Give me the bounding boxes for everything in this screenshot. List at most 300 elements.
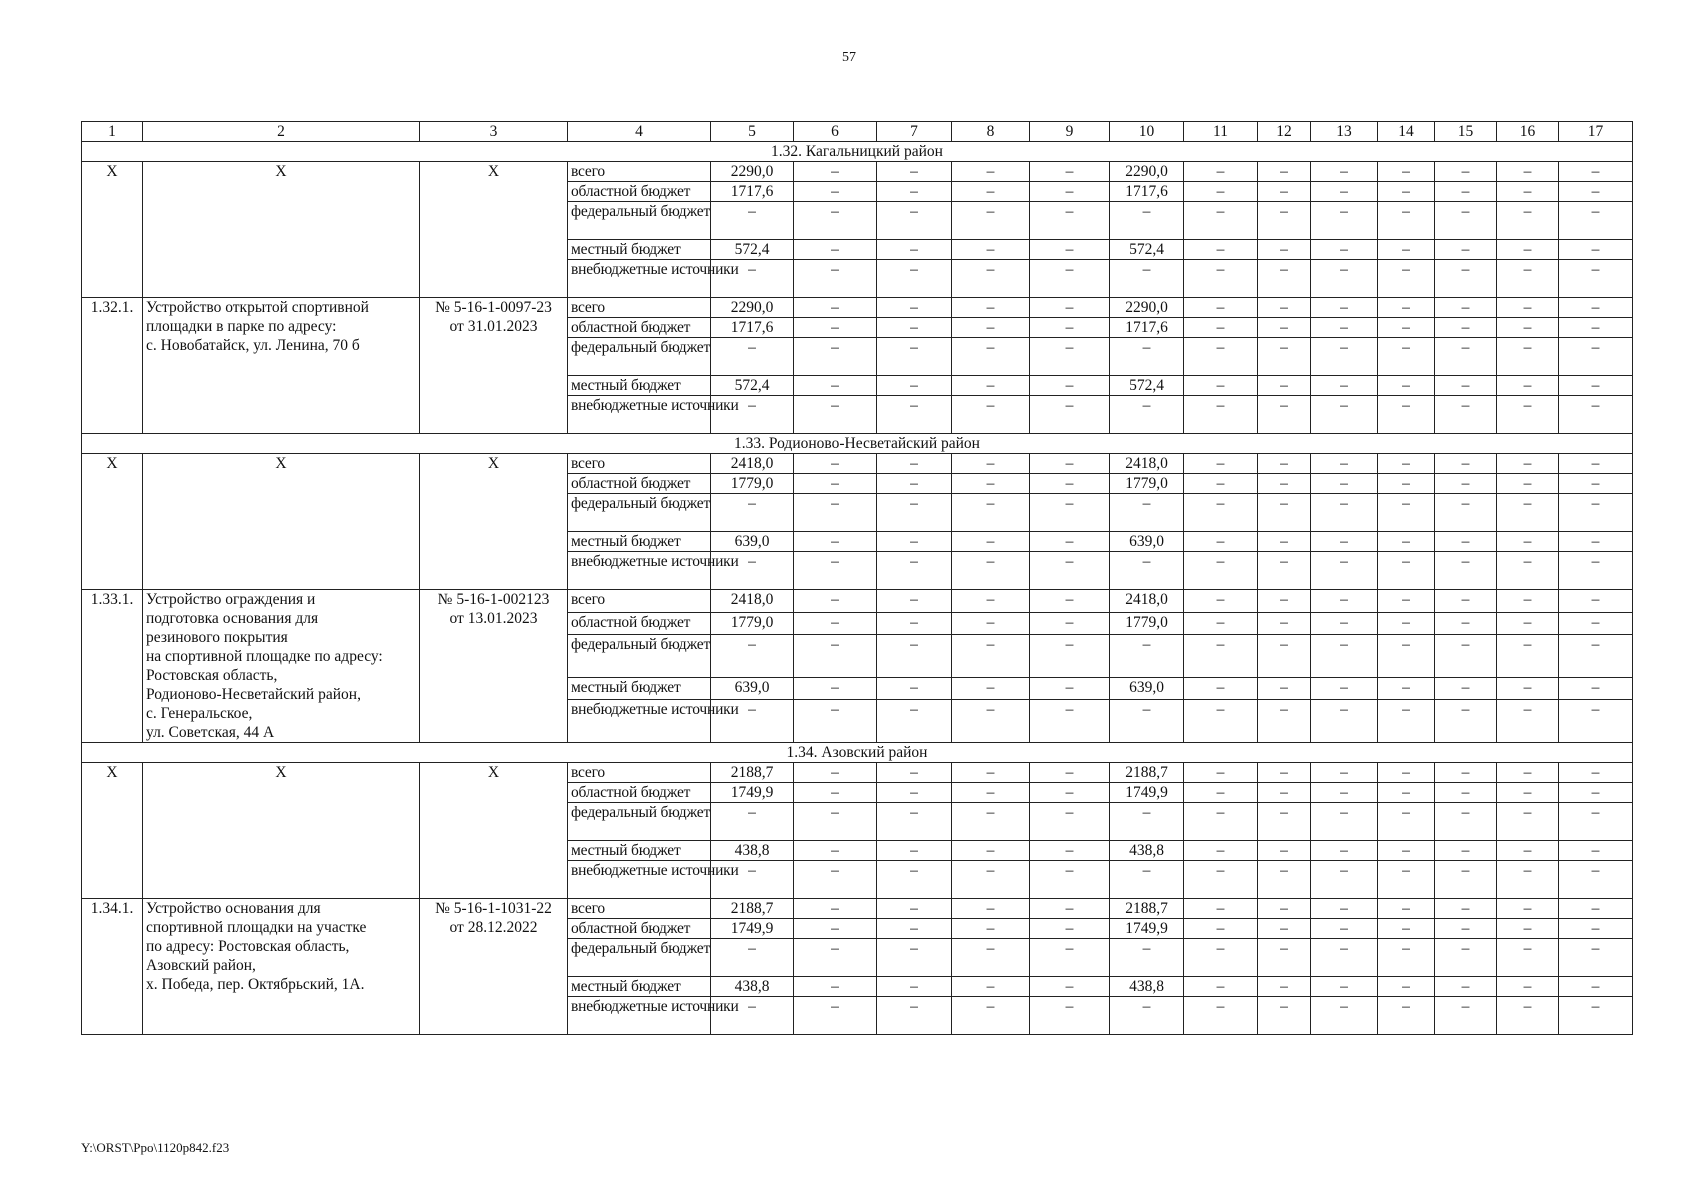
funding-category: областной бюджет (568, 612, 711, 635)
funding-category: внебюджетные источники (568, 396, 711, 434)
dash-cell: – (1184, 763, 1258, 783)
dash-cell: – (877, 182, 952, 202)
dash-cell: – (1559, 939, 1633, 977)
dash-cell: – (1559, 803, 1633, 841)
dash-cell: – (1435, 454, 1497, 474)
section-title-row (82, 142, 1633, 162)
value-col5: 2290,0 (711, 298, 794, 318)
dash-cell: – (1184, 474, 1258, 494)
dash-cell: – (1497, 532, 1559, 552)
dash-cell: – (1435, 977, 1497, 997)
dash-cell: – (1311, 841, 1378, 861)
dash-cell: – (1030, 376, 1110, 396)
dash-cell: – (1184, 677, 1258, 700)
value-col5: 1749,9 (711, 919, 794, 939)
dash-cell: – (1378, 474, 1435, 494)
value-col5: – (711, 635, 794, 678)
funding-category: всего (568, 162, 711, 182)
dash-cell: – (877, 552, 952, 590)
dash-cell: – (1497, 162, 1559, 182)
dash-cell: – (1435, 240, 1497, 260)
dash-cell: – (1497, 454, 1559, 474)
dash-cell: – (794, 494, 877, 532)
dash-cell: – (794, 552, 877, 590)
dash-cell: – (1311, 783, 1378, 803)
dash-cell: – (1559, 700, 1633, 743)
dash-cell: – (1030, 552, 1110, 590)
value-col10: – (1110, 552, 1184, 590)
funding-category: федеральный бюджет (568, 803, 711, 841)
value-col5: – (711, 260, 794, 298)
dash-cell: – (1311, 376, 1378, 396)
dash-cell: – (1030, 803, 1110, 841)
dash-cell: – (1184, 318, 1258, 338)
dash-cell: – (1184, 532, 1258, 552)
dash-cell: – (1559, 376, 1633, 396)
column-header: 3 (420, 122, 568, 142)
dash-cell: – (794, 162, 877, 182)
dash-cell: – (1378, 590, 1435, 613)
value-col10: – (1110, 997, 1184, 1035)
value-col5: 1717,6 (711, 318, 794, 338)
dash-cell: – (1311, 763, 1378, 783)
dash-cell: – (1497, 841, 1559, 861)
column-header: 17 (1559, 122, 1633, 142)
dash-cell: – (1378, 162, 1435, 182)
funding-category: внебюджетные источники (568, 700, 711, 743)
dash-cell: – (794, 590, 877, 613)
dash-cell: – (1311, 803, 1378, 841)
column-header: 4 (568, 122, 711, 142)
dash-cell: – (1497, 318, 1559, 338)
dash-cell: – (952, 532, 1030, 552)
dash-cell: – (1497, 396, 1559, 434)
dash-cell: – (877, 861, 952, 899)
dash-cell: – (877, 260, 952, 298)
dash-cell: – (1184, 590, 1258, 613)
dash-cell: – (1258, 298, 1311, 318)
dash-cell: – (1184, 939, 1258, 977)
item-description: X (143, 454, 420, 590)
dash-cell: – (1497, 899, 1559, 919)
dash-cell: – (1184, 298, 1258, 318)
dash-cell: – (1311, 240, 1378, 260)
funding-category: федеральный бюджет (568, 494, 711, 532)
dash-cell: – (1311, 494, 1378, 532)
dash-cell: – (1559, 396, 1633, 434)
dash-cell: – (1030, 861, 1110, 899)
header-row (82, 122, 1633, 142)
value-col10: – (1110, 260, 1184, 298)
column-header: 16 (1497, 122, 1559, 142)
page-number: 57 (842, 50, 856, 65)
dash-cell: – (1559, 635, 1633, 678)
dash-cell: – (1030, 202, 1110, 240)
dash-cell: – (1559, 474, 1633, 494)
dash-cell: – (794, 474, 877, 494)
dash-cell: – (1184, 899, 1258, 919)
dash-cell: – (1378, 803, 1435, 841)
column-header: 7 (877, 122, 952, 142)
dash-cell: – (794, 677, 877, 700)
dash-cell: – (1258, 202, 1311, 240)
dash-cell: – (1311, 635, 1378, 678)
dash-cell: – (1435, 700, 1497, 743)
dash-cell: – (1311, 162, 1378, 182)
value-col10: 438,8 (1110, 841, 1184, 861)
dash-cell: – (1258, 396, 1311, 434)
dash-cell: – (1435, 182, 1497, 202)
dash-cell: – (952, 162, 1030, 182)
funding-category: всего (568, 899, 711, 919)
dash-cell: – (794, 532, 877, 552)
dash-cell: – (1258, 454, 1311, 474)
dash-cell: – (1258, 376, 1311, 396)
dash-cell: – (794, 635, 877, 678)
dash-cell: – (1497, 240, 1559, 260)
dash-cell: – (794, 376, 877, 396)
item-number: X (82, 162, 143, 298)
dash-cell: – (1435, 783, 1497, 803)
dash-cell: – (952, 700, 1030, 743)
section-title-row (82, 743, 1633, 763)
dash-cell: – (794, 396, 877, 434)
dash-cell: – (1030, 298, 1110, 318)
dash-cell: – (1559, 162, 1633, 182)
value-col5: 1717,6 (711, 182, 794, 202)
value-col10: 1717,6 (1110, 182, 1184, 202)
funding-category: местный бюджет (568, 841, 711, 861)
dash-cell: – (1497, 338, 1559, 376)
dash-cell: – (794, 454, 877, 474)
dash-cell: – (952, 612, 1030, 635)
dash-cell: – (952, 861, 1030, 899)
dash-cell: – (1559, 997, 1633, 1035)
dash-cell: – (1184, 841, 1258, 861)
dash-cell: – (1435, 162, 1497, 182)
dash-cell: – (952, 677, 1030, 700)
dash-cell: – (1378, 861, 1435, 899)
dash-cell: – (1378, 763, 1435, 783)
dash-cell: – (1435, 635, 1497, 678)
dash-cell: – (1559, 783, 1633, 803)
section-title: 1.34. Азовский район (82, 743, 1633, 763)
dash-cell: – (1559, 454, 1633, 474)
dash-cell: – (1497, 260, 1559, 298)
dash-cell: – (877, 532, 952, 552)
item-number: X (82, 763, 143, 899)
dash-cell: – (1497, 494, 1559, 532)
dash-cell: – (1378, 783, 1435, 803)
value-col10: 438,8 (1110, 977, 1184, 997)
dash-cell: – (952, 997, 1030, 1035)
dash-cell: – (1184, 240, 1258, 260)
funding-category: всего (568, 763, 711, 783)
dash-cell: – (1311, 590, 1378, 613)
dash-cell: – (952, 899, 1030, 919)
dash-cell: – (877, 803, 952, 841)
item-document: X (420, 763, 568, 899)
dash-cell: – (1258, 182, 1311, 202)
dash-cell: – (1378, 997, 1435, 1035)
dash-cell: – (1559, 552, 1633, 590)
section-title-row (82, 434, 1633, 454)
value-col5: – (711, 939, 794, 977)
value-col10: – (1110, 803, 1184, 841)
funding-category: местный бюджет (568, 977, 711, 997)
dash-cell: – (1258, 861, 1311, 899)
dash-cell: – (1497, 298, 1559, 318)
dash-cell: – (1497, 783, 1559, 803)
value-col10: 1779,0 (1110, 474, 1184, 494)
dash-cell: – (1559, 919, 1633, 939)
dash-cell: – (877, 977, 952, 997)
funding-category: местный бюджет (568, 376, 711, 396)
dash-cell: – (1378, 841, 1435, 861)
dash-cell: – (877, 763, 952, 783)
dash-cell: – (877, 899, 952, 919)
value-col10: 2188,7 (1110, 763, 1184, 783)
dash-cell: – (1311, 677, 1378, 700)
item-description: Устройство ограждения и подготовка основания для резинового покрытия на спортивной площадке по адресу: Ростовская область, Родионово-Несветайский район, с. Генеральское, ул. Советская, 44 А (143, 590, 420, 743)
dash-cell: – (1258, 783, 1311, 803)
dash-cell: – (1559, 841, 1633, 861)
dash-cell: – (794, 260, 877, 298)
dash-cell: – (952, 939, 1030, 977)
dash-cell: – (1184, 338, 1258, 376)
dash-cell: – (1184, 612, 1258, 635)
item-description: X (143, 162, 420, 298)
section-title: 1.33. Родионово-Несветайский район (82, 434, 1633, 454)
funding-category: областной бюджет (568, 182, 711, 202)
dash-cell: – (1030, 454, 1110, 474)
dash-cell: – (952, 240, 1030, 260)
funding-category: местный бюджет (568, 677, 711, 700)
dash-cell: – (1311, 899, 1378, 919)
dash-cell: – (1378, 899, 1435, 919)
dash-cell: – (1258, 318, 1311, 338)
dash-cell: – (1311, 532, 1378, 552)
dash-cell: – (1311, 552, 1378, 590)
value-col10: – (1110, 939, 1184, 977)
dash-cell: – (1497, 202, 1559, 240)
dash-cell: – (794, 841, 877, 861)
dash-cell: – (877, 919, 952, 939)
dash-cell: – (1435, 532, 1497, 552)
value-col5: 1779,0 (711, 612, 794, 635)
dash-cell: – (1378, 298, 1435, 318)
dash-cell: – (1559, 240, 1633, 260)
value-col5: – (711, 997, 794, 1035)
dash-cell: – (1184, 182, 1258, 202)
dash-cell: – (1497, 612, 1559, 635)
column-header: 2 (143, 122, 420, 142)
dash-cell: – (877, 612, 952, 635)
dash-cell: – (1258, 474, 1311, 494)
dash-cell: – (1311, 612, 1378, 635)
column-header: 14 (1378, 122, 1435, 142)
dash-cell: – (1435, 803, 1497, 841)
dash-cell: – (1378, 396, 1435, 434)
dash-cell: – (1030, 700, 1110, 743)
table-row (82, 763, 1633, 783)
item-number: 1.34.1. (82, 899, 143, 1035)
value-col5: 639,0 (711, 677, 794, 700)
value-col5: 2418,0 (711, 590, 794, 613)
dash-cell: – (1378, 552, 1435, 590)
dash-cell: – (1378, 260, 1435, 298)
dash-cell: – (1311, 919, 1378, 939)
dash-cell: – (1030, 162, 1110, 182)
dash-cell: – (952, 454, 1030, 474)
dash-cell: – (1497, 590, 1559, 613)
dash-cell: – (1559, 298, 1633, 318)
dash-cell: – (1497, 919, 1559, 939)
dash-cell: – (877, 677, 952, 700)
dash-cell: – (1378, 202, 1435, 240)
dash-cell: – (1435, 474, 1497, 494)
dash-cell: – (1030, 590, 1110, 613)
dash-cell: – (1030, 997, 1110, 1035)
dash-cell: – (1497, 977, 1559, 997)
dash-cell: – (1030, 977, 1110, 997)
table-row (82, 454, 1633, 474)
dash-cell: – (952, 182, 1030, 202)
dash-cell: – (1435, 861, 1497, 899)
dash-cell: – (1258, 162, 1311, 182)
dash-cell: – (1378, 532, 1435, 552)
dash-cell: – (1559, 899, 1633, 919)
dash-cell: – (1311, 454, 1378, 474)
dash-cell: – (1435, 552, 1497, 590)
dash-cell: – (877, 997, 952, 1035)
value-col10: 2418,0 (1110, 590, 1184, 613)
dash-cell: – (877, 376, 952, 396)
dash-cell: – (794, 612, 877, 635)
funding-category: внебюджетные источники (568, 552, 711, 590)
dash-cell: – (1184, 919, 1258, 939)
dash-cell: – (952, 318, 1030, 338)
dash-cell: – (1184, 454, 1258, 474)
funding-category: областной бюджет (568, 919, 711, 939)
dash-cell: – (877, 454, 952, 474)
dash-cell: – (877, 298, 952, 318)
dash-cell: – (794, 783, 877, 803)
dash-cell: – (1030, 532, 1110, 552)
dash-cell: – (1378, 454, 1435, 474)
dash-cell: – (952, 338, 1030, 376)
column-header: 1 (82, 122, 143, 142)
dash-cell: – (1435, 298, 1497, 318)
budget-table (81, 121, 1633, 1035)
dash-cell: – (1378, 612, 1435, 635)
dash-cell: – (1311, 700, 1378, 743)
value-col5: – (711, 803, 794, 841)
value-col5: 438,8 (711, 841, 794, 861)
dash-cell: – (1184, 162, 1258, 182)
value-col5: 639,0 (711, 532, 794, 552)
dash-cell: – (1559, 861, 1633, 899)
dash-cell: – (1378, 919, 1435, 939)
dash-cell: – (1559, 338, 1633, 376)
dash-cell: – (1311, 977, 1378, 997)
dash-cell: – (1030, 939, 1110, 977)
value-col10: 1717,6 (1110, 318, 1184, 338)
dash-cell: – (1378, 494, 1435, 532)
dash-cell: – (952, 803, 1030, 841)
dash-cell: – (1030, 240, 1110, 260)
dash-cell: – (1311, 182, 1378, 202)
value-col5: 2188,7 (711, 899, 794, 919)
dash-cell: – (1258, 700, 1311, 743)
dash-cell: – (1559, 260, 1633, 298)
table-body (82, 122, 1633, 1035)
dash-cell: – (1030, 763, 1110, 783)
dash-cell: – (1497, 803, 1559, 841)
dash-cell: – (794, 899, 877, 919)
dash-cell: – (1184, 700, 1258, 743)
dash-cell: – (1030, 677, 1110, 700)
value-col5: 2290,0 (711, 162, 794, 182)
dash-cell: – (1258, 260, 1311, 298)
dash-cell: – (1030, 841, 1110, 861)
value-col5: 572,4 (711, 240, 794, 260)
dash-cell: – (794, 977, 877, 997)
column-header: 11 (1184, 122, 1258, 142)
table-row (82, 899, 1633, 919)
dash-cell: – (1258, 803, 1311, 841)
dash-cell: – (1258, 977, 1311, 997)
dash-cell: – (877, 318, 952, 338)
dash-cell: – (1258, 899, 1311, 919)
dash-cell: – (877, 202, 952, 240)
column-header: 6 (794, 122, 877, 142)
dash-cell: – (1559, 494, 1633, 532)
dash-cell: – (1559, 182, 1633, 202)
dash-cell: – (1258, 552, 1311, 590)
dash-cell: – (1559, 318, 1633, 338)
dash-cell: – (1559, 202, 1633, 240)
dash-cell: – (1184, 396, 1258, 434)
dash-cell: – (1184, 376, 1258, 396)
dash-cell: – (1559, 763, 1633, 783)
value-col10: 1779,0 (1110, 612, 1184, 635)
dash-cell: – (1497, 700, 1559, 743)
funding-category: внебюджетные источники (568, 260, 711, 298)
dash-cell: – (1184, 803, 1258, 841)
dash-cell: – (1435, 338, 1497, 376)
item-description: Устройство основания для спортивной площадки на участке по адресу: Ростовская область, Азовский район, х. Победа, пер. Октябрьский, 1А. (143, 899, 420, 1035)
dash-cell: – (1497, 763, 1559, 783)
dash-cell: – (1258, 677, 1311, 700)
column-header: 12 (1258, 122, 1311, 142)
dash-cell: – (794, 240, 877, 260)
dash-cell: – (1378, 338, 1435, 376)
dash-cell: – (1378, 677, 1435, 700)
dash-cell: – (1435, 919, 1497, 939)
dash-cell: – (877, 494, 952, 532)
dash-cell: – (1435, 494, 1497, 532)
dash-cell: – (1311, 260, 1378, 298)
dash-cell: – (1030, 899, 1110, 919)
dash-cell: – (1030, 318, 1110, 338)
dash-cell: – (1435, 997, 1497, 1035)
dash-cell: – (1184, 997, 1258, 1035)
dash-cell: – (1311, 202, 1378, 240)
funding-category: всего (568, 590, 711, 613)
dash-cell: – (1030, 396, 1110, 434)
dash-cell: – (1258, 919, 1311, 939)
